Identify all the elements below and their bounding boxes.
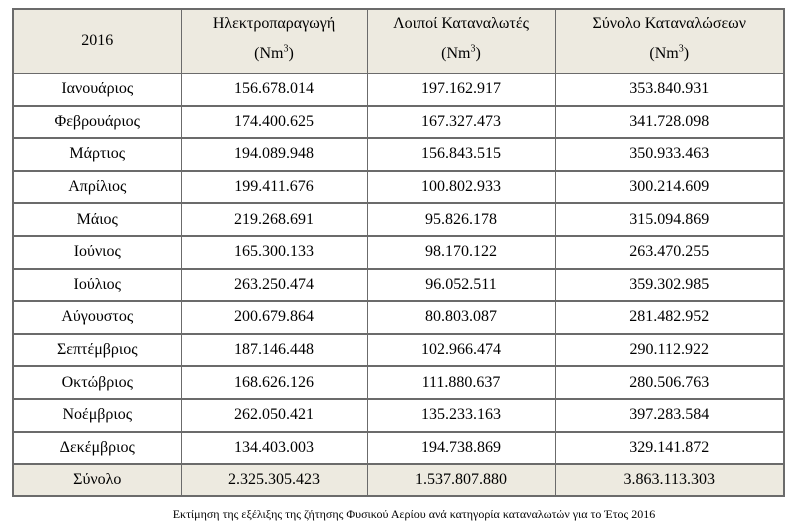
total-label-cell: Σύνολο [13,464,181,496]
month-cell: Απρίλιος [13,171,181,204]
total-cell: 263.470.255 [555,236,784,269]
header-electricity [181,9,367,73]
other-consumers-cell: 135.233.163 [367,399,555,432]
electricity-cell: 199.411.676 [181,171,367,204]
table-row [13,301,784,334]
total-electricity-cell: 2.325.305.423 [181,464,367,496]
table-row [13,236,784,269]
month-cell: Αύγουστος [13,301,181,334]
month-cell: Ιανουάριος [13,73,181,106]
total-cell: 300.214.609 [555,171,784,204]
table-row [13,432,784,465]
consumption-table-container [12,8,783,497]
other-consumers-cell: 102.966.474 [367,334,555,367]
month-cell: Μάρτιος [13,138,181,171]
month-cell: Νοέμβριος [13,399,181,432]
other-consumers-cell: 111.880.637 [367,366,555,399]
other-consumers-cell: 167.327.473 [367,106,555,139]
table-row [13,334,784,367]
table-row [13,399,784,432]
header-electricity-unit: (Nm$^3$) [254,43,294,63]
month-cell: Οκτώβριος [13,366,181,399]
electricity-cell: 187.146.448 [181,334,367,367]
header-other-consumers-unit: (Nm$^3$) [441,43,481,63]
electricity-cell: 156.678.014 [181,73,367,106]
month-cell: Σεπτέμβριος [13,334,181,367]
header-total-consumption-label: Σύνολο Καταναλώσεων [592,15,746,33]
table-row [13,106,784,139]
other-consumers-cell: 156.843.515 [367,138,555,171]
header-total-consumption [555,9,784,73]
table-row [13,73,784,106]
total-cell: 315.094.869 [555,203,784,236]
other-consumers-cell: 95.826.178 [367,203,555,236]
month-cell: Ιούλιος [13,269,181,302]
month-cell: Μάιος [13,203,181,236]
month-cell: Δεκέμβριος [13,432,181,465]
electricity-cell: 168.626.126 [181,366,367,399]
other-consumers-cell: 100.802.933 [367,171,555,204]
other-consumers-cell: 197.162.917 [367,73,555,106]
table-row [13,203,784,236]
total-cell: 397.283.584 [555,399,784,432]
table-body [13,73,784,464]
total-cell: 329.141.872 [555,432,784,465]
table-row [13,138,784,171]
header-year [13,9,181,73]
table-row [13,269,784,302]
total-cell: 350.933.463 [555,138,784,171]
grand-total-cell: 3.863.113.303 [555,464,784,496]
total-cell: 280.506.763 [555,366,784,399]
header-total-consumption-unit: (Nm$^3$) [649,43,690,63]
table-row [13,366,784,399]
gas-consumption-table [12,8,785,497]
header-row [13,9,784,73]
month-cell: Φεβρουάριος [13,106,181,139]
other-consumers-cell: 194.738.869 [367,432,555,465]
header-year-label: 2016 [81,32,114,50]
table-row [13,171,784,204]
total-cell: 281.482.952 [555,301,784,334]
total-cell: 353.840.931 [555,73,784,106]
electricity-cell: 200.679.864 [181,301,367,334]
electricity-cell: 263.250.474 [181,269,367,302]
table-caption: Εκτίμηση της εξέλιξης της ζήτησης Φυσικού Αερίου ανά κατηγορία καταναλωτών για το Έτος 2016 [172,507,656,521]
electricity-cell: 219.268.691 [181,203,367,236]
other-consumers-cell: 96.052.511 [367,269,555,302]
total-cell: 359.302.985 [555,269,784,302]
electricity-cell: 262.050.421 [181,399,367,432]
other-consumers-cell: 98.170.122 [367,236,555,269]
other-consumers-cell: 80.803.087 [367,301,555,334]
month-cell: Ιούνιος [13,236,181,269]
electricity-cell: 165.300.133 [181,236,367,269]
header-other-consumers-label: Λοιποί Καταναλωτές [393,15,529,33]
electricity-cell: 134.403.003 [181,432,367,465]
header-other-consumers [367,9,555,73]
total-other-consumers-cell: 1.537.807.880 [367,464,555,496]
total-cell: 341.728.098 [555,106,784,139]
electricity-cell: 174.400.625 [181,106,367,139]
total-cell: 290.112.922 [555,334,784,367]
total-row [13,464,784,496]
header-electricity-label: Ηλεκτροπαραγωγή [212,15,336,33]
electricity-cell: 194.089.948 [181,138,367,171]
